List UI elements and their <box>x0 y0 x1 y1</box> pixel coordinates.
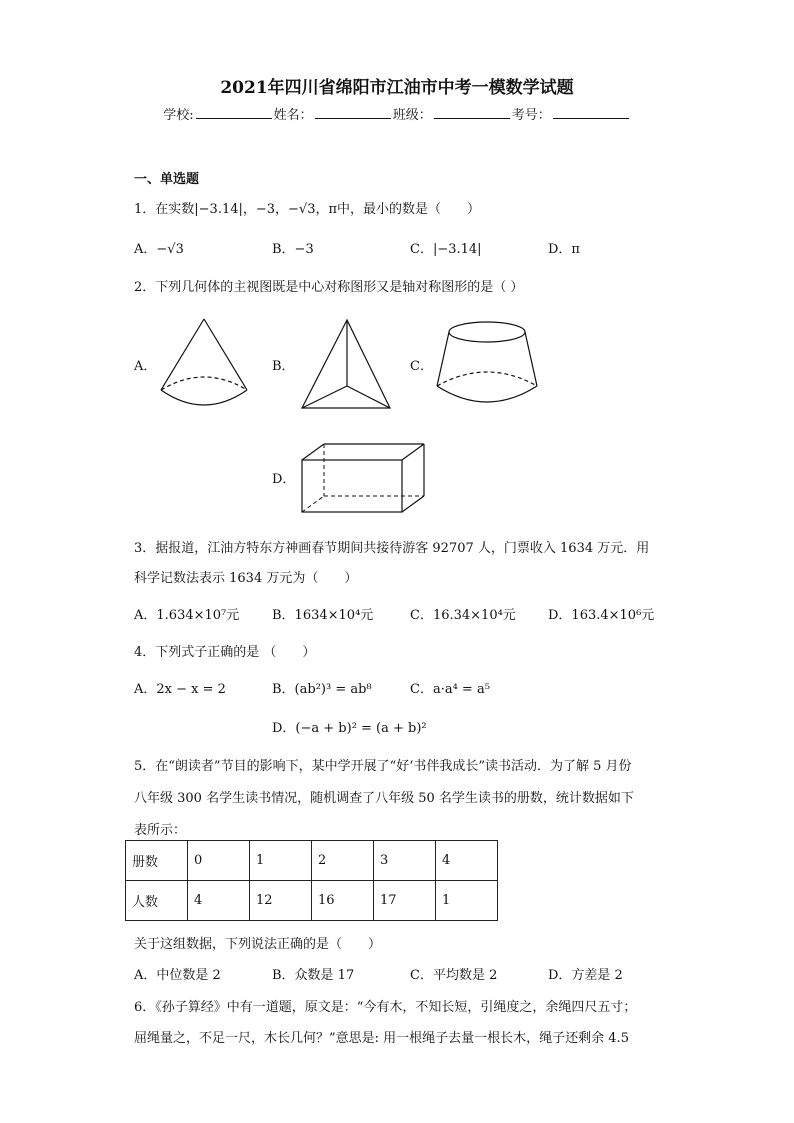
table-cell: 3 <box>374 841 436 881</box>
table-row <box>126 881 498 921</box>
q3-stem-line1: 3．据报道，江油方特东方神画春节期间共接待游客 92707 人，门票收入 1634 万元．用 <box>134 541 650 556</box>
table-cell: 4 <box>188 881 250 921</box>
q2-option-b-label: B． <box>272 359 295 374</box>
cuboid-figure <box>298 438 430 518</box>
q5-option-b: B．众数是 17 <box>272 968 355 983</box>
q5-stem-line1: 5．在“朗读者”节目的影响下，某中学开展了“好‘书伴我成长”读书活动．为了解 5 月份 <box>134 759 632 774</box>
table-cell: 17 <box>374 881 436 921</box>
q2-option-c-label: C． <box>410 359 433 374</box>
q4-option-b: B．(ab²)³ = ab⁸ <box>272 682 372 697</box>
page-title: 2021年四川省绵阳市江油市中考一模数学试题 <box>220 78 574 98</box>
student-info-line <box>0 104 794 123</box>
q5-question: 关于这组数据，下列说法正确的是（ ） <box>134 937 382 952</box>
q6-line2: 屈绳量之，不足一尺，木长几何？”意思是: 用一根绳子去量一根长木，绳子还剩余 4.5 <box>134 1031 629 1046</box>
q5-stem-line3: 表所示： <box>134 823 187 838</box>
exam-number-label: 考号： <box>511 108 551 123</box>
table-cell: 1 <box>436 881 498 921</box>
q1-option-b: B．−3 <box>272 242 314 257</box>
q1-stem: 1．在实数|−3.14|，−3，−√3，π中，最小的数是（ ） <box>134 202 481 217</box>
school-label: 学校: <box>163 108 194 123</box>
table-cell: 1 <box>250 841 312 881</box>
name-blank <box>315 106 391 119</box>
q6-line1: 6．《孙子算经》中有一道题，原文是：“今有木，不知长短，引绳度之，余绳四尺五寸； <box>134 1000 637 1015</box>
book-count-table <box>125 840 498 921</box>
q5-option-d: D．方差是 2 <box>548 968 623 983</box>
q5-option-a: A．中位数是 2 <box>134 968 221 983</box>
q5-option-c: C．平均数是 2 <box>410 968 498 983</box>
table-row <box>126 841 498 881</box>
q3-option-c: C．16.34×10⁴元 <box>410 608 516 623</box>
table-cell: 16 <box>312 881 374 921</box>
exam-number-blank <box>553 106 629 119</box>
table-cell: 4 <box>436 841 498 881</box>
table-cell: 人数 <box>126 881 188 921</box>
q4-option-d: D．(−a + b)² = (a + b)² <box>272 721 427 736</box>
q5-stem-line2: 八年级 300 名学生读书情况，随机调查了八年级 50 名学生读书的册数，统计数据如下 <box>134 791 634 806</box>
cone-figure <box>155 314 255 424</box>
q4-stem: 4．下列式子正确的是 （ ） <box>134 645 316 660</box>
table-cell: 2 <box>312 841 374 881</box>
name-label: 姓名： <box>273 108 313 123</box>
section-heading: 一、单选题 <box>134 172 200 187</box>
pyramid-figure <box>298 314 398 414</box>
table-cell: 0 <box>188 841 250 881</box>
table-cell: 册数 <box>126 841 188 881</box>
q3-option-b: B．1634×10⁴元 <box>272 608 374 623</box>
q3-option-a: A．1.634×10⁷元 <box>134 608 240 623</box>
q1-option-a: A．−√3 <box>134 242 184 257</box>
class-label: 班级： <box>392 108 432 123</box>
q2-option-d-label: D． <box>272 472 296 487</box>
q3-option-d: D．163.4×10⁶元 <box>548 608 655 623</box>
table-cell: 12 <box>250 881 312 921</box>
class-blank <box>434 106 510 119</box>
q2-stem: 2．下列几何体的主视图既是中心对称图形又是轴对称图形的是（ ） <box>134 280 524 295</box>
frustum-figure <box>432 318 542 408</box>
q4-option-c: C．a·a⁴ = a⁵ <box>410 682 490 697</box>
school-blank <box>196 106 272 119</box>
q1-option-c: C．|−3.14| <box>410 242 482 257</box>
q3-stem-line2: 科学记数法表示 1634 万元为（ ） <box>134 571 358 586</box>
q1-option-d: D．π <box>548 242 580 257</box>
q4-option-a: A．2x − x = 2 <box>134 682 226 697</box>
q2-option-a-label: A． <box>134 359 157 374</box>
